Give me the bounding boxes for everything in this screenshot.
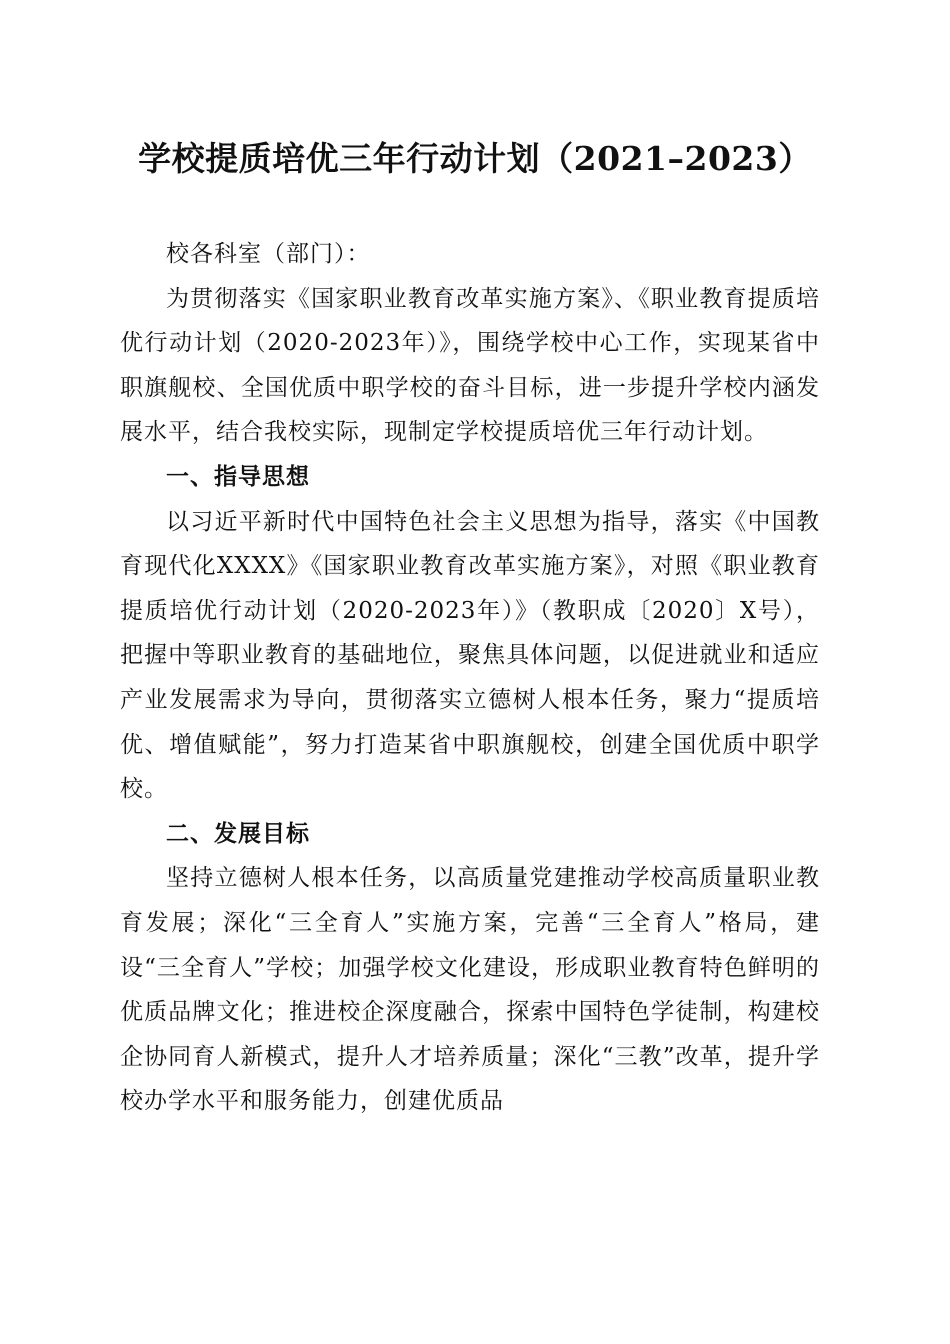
- document-body: [120, 232, 820, 1124]
- intro-paragraph: 为贯彻落实《国家职业教育改革实施方案》、《职业教育提质培优行动计划（2020-2023年）》，围绕学校中心工作，实现某省中职旗舰校、全国优质中职学校的奋斗目标，进一步提升学校内涵发展水平，结合我校实际，现制定学校提质培优三年行动计划。: [120, 285, 820, 446]
- document-title: 学校提质培优三年行动计划（2021–2023）: [138, 139, 812, 178]
- section-heading-development-goals: 二、发展目标: [166, 820, 310, 847]
- salutation: 校各科室（部门）：: [166, 241, 371, 267]
- section-heading-guiding-ideology: 一、指导思想: [166, 463, 310, 490]
- section-paragraph-development-goals: 坚持立德树人根本任务，以高质量党建推动学校高质量职业教育发展；深化“三全育人”实施方案，完善“三全育人”格局，建设“三全育人”学校；加强学校文化建设，形成职业教育特色鲜明的优质品牌文化；推进校企深度融合，探索中国特色学徒制，构建校企协同育人新模式，提升人才培养质量；深化“三教”改革，提升学校办学水平和服务能力，创建优质品: [120, 865, 820, 1115]
- section-paragraph-guiding-ideology: 以习近平新时代中国特色社会主义思想为指导，落实《中国教育现代化XXXX》《国家职业教育改革实施方案》，对照《职业教育提质培优行动计划（2020-2023年）》（教职成〔2020〕X号），把握中等职业教育的基础地位，聚焦具体问题，以促进就业和适应产业发展需求为导向，贯彻落实立德树人根本任务，聚力“提质培优、增值赋能”，努力打造某省中职旗舰校，创建全国优质中职学校。: [120, 508, 820, 803]
